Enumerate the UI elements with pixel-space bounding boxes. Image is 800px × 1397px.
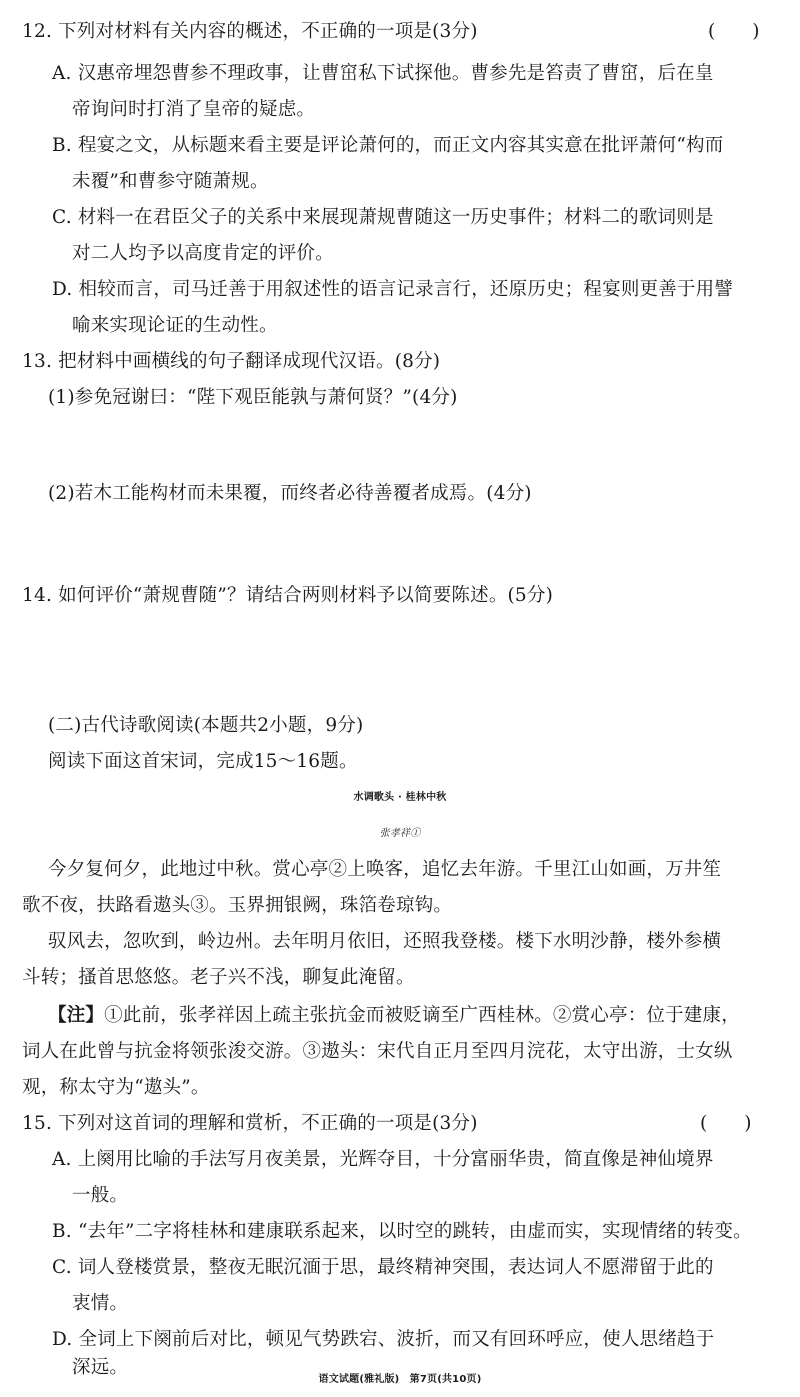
- q15-answer-bracket: ( ): [700, 1113, 752, 1134]
- q15-option-c-cont: 衷情。: [72, 1293, 129, 1314]
- page-footer: 语文试题(雅礼版) 第7页(共10页): [318, 1374, 482, 1385]
- poem-note-line-2: 词人在此曾与抗金将领张浚交游。③遨头：宋代自正月至四月浣花，太守出游，士女纵: [22, 1041, 733, 1062]
- q15-option-b: B. “去年”二字将桂林和建康联系起来，以时空的跳转，由虚而实，实现情绪的转变。: [52, 1221, 752, 1242]
- q15-option-d: D. 全词上下阕前后对比，顿见气势跌宕、波折，而又有回环呼应，使人思绪趋于: [52, 1329, 715, 1350]
- poem-line-4: 斗转；搔首思悠悠。老子兴不浅，聊复此淹留。: [22, 967, 415, 988]
- q12-option-d-cont: 喻来实现论证的生动性。: [72, 315, 278, 336]
- poem-note-line-1: [48, 998, 740, 1033]
- section-instruction: 阅读下面这首宋词，完成15～16题。: [48, 751, 358, 772]
- q12-option-a-cont: 帝询问时打消了皇帝的疑虑。: [72, 99, 316, 120]
- q15-stem: 15. 下列对这首词的理解和赏析，不正确的一项是(3分): [22, 1113, 478, 1134]
- poem-line-1: 今夕复何夕，此地过中秋。赏心亭②上唤客，追忆去年游。千里江山如画，万井笙: [48, 859, 722, 880]
- note-label: 【注】: [48, 1005, 105, 1026]
- poem-note-line-3: 观，称太守为“遨头”。: [22, 1077, 210, 1098]
- q12-option-b: B. 程宴之文，从标题来看主要是评论萧何的，而正文内容其实意在批评萧何“构而: [52, 135, 724, 156]
- q15-option-a-cont: 一般。: [72, 1185, 129, 1206]
- q12-option-c: C. 材料一在君臣父子的关系中来展现萧规曹随这一历史事件；材料二的歌词则是: [52, 207, 714, 228]
- q13-sub1: (1)参免冠谢曰：“陛下观臣能孰与萧何贤？”(4分): [48, 387, 458, 408]
- poem-line-2: 歌不夜，扶路看遨头③。玉界拥银阙，珠箔卷琼钩。: [22, 895, 453, 916]
- q15-option-c: C. 词人登楼赏景，整夜无眠沉湎于思，最终精神突围，表达词人不愿滞留于此的: [52, 1257, 714, 1278]
- q14-stem: 14. 如何评价“萧规曹随”？请结合两则材料予以简要陈述。(5分): [22, 585, 554, 606]
- q13-sub2: (2)若木工能构材而未果覆，而终者必待善覆者成焉。(4分): [48, 483, 532, 504]
- poem-title: 水调歌头 · 桂林中秋: [353, 792, 447, 803]
- poem-author: 张孝祥①: [379, 828, 421, 839]
- q12-option-b-cont: 未覆”和曹参守随萧规。: [72, 171, 269, 192]
- q15-option-d-cont: 深远。: [72, 1357, 129, 1378]
- q13-stem: 13. 把材料中画横线的句子翻译成现代汉语。(8分): [22, 351, 441, 372]
- section-heading: (二)古代诗歌阅读(本题共2小题，9分): [48, 715, 364, 736]
- q12-option-d: D. 相较而言，司马迁善于用叙述性的语言记录言行，还原历史；程宴则更善于用譬: [52, 279, 734, 300]
- q12-answer-bracket: ( ): [708, 21, 760, 42]
- q12-stem: 12. 下列对材料有关内容的概述，不正确的一项是(3分): [22, 21, 478, 42]
- note-text-1: ①此前，张孝祥因上疏主张抗金而被贬谪至广西桂林。②赏心亭：位于建康，: [104, 1005, 740, 1026]
- q12-option-a: A. 汉惠帝埋怨曹参不理政事，让曹窋私下试探他。曹参先是笞责了曹窋，后在皇: [52, 63, 714, 84]
- q12-option-c-cont: 对二人均予以高度肯定的评价。: [72, 243, 334, 264]
- q15-option-a: A. 上阕用比喻的手法写月夜美景，光辉夺目，十分富丽华贵，简直像是神仙境界: [52, 1149, 714, 1170]
- poem-line-3: 驭风去，忽吹到，岭边州。去年明月依旧，还照我登楼。楼下水明沙静，楼外参横: [48, 931, 722, 952]
